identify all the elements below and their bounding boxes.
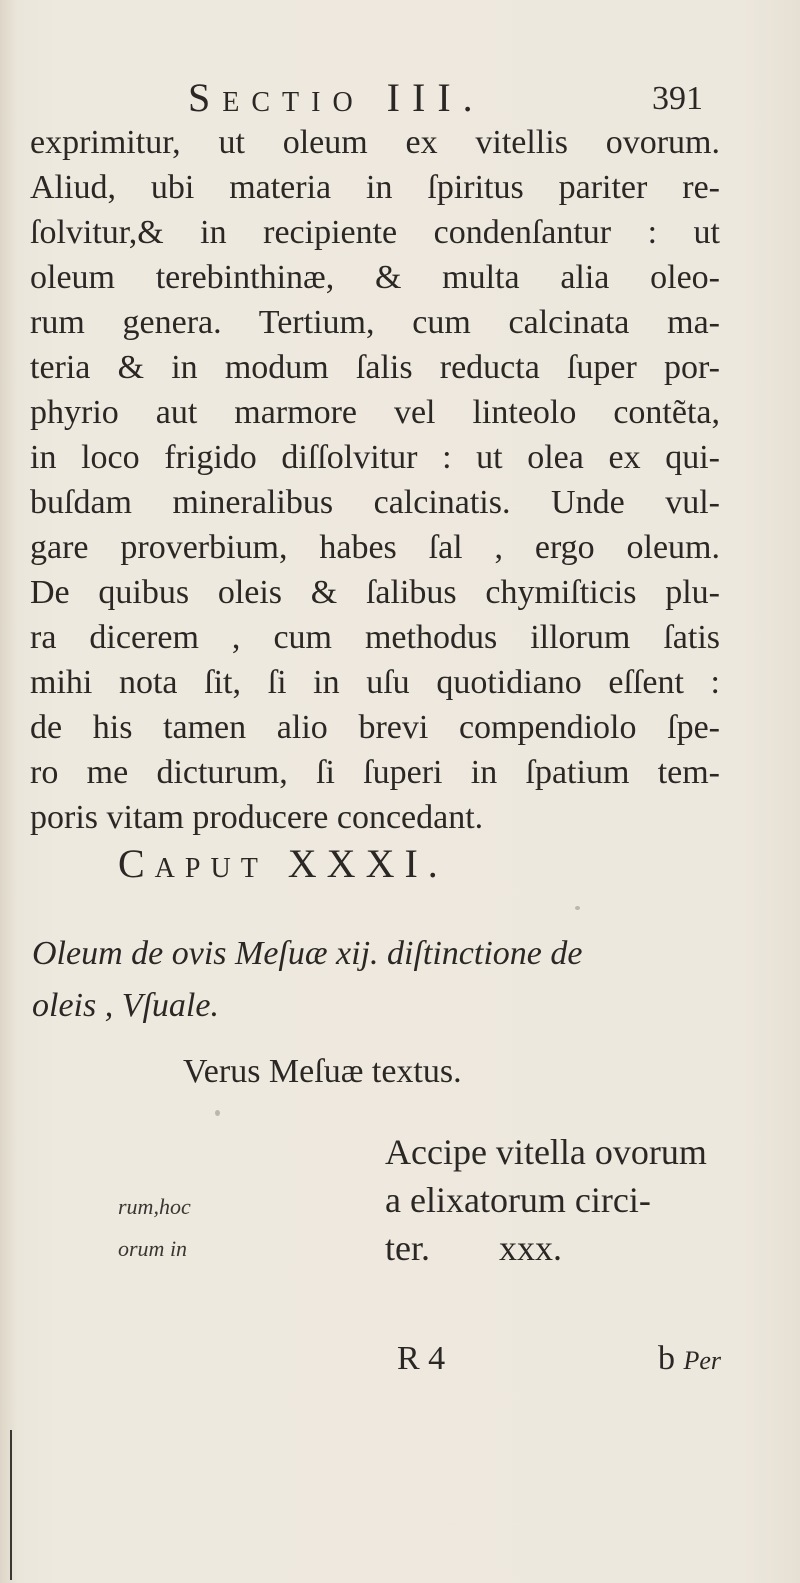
page-header — [0, 70, 800, 120]
marginal-note-line: orum in — [118, 1236, 188, 1261]
chapter-heading: Caput XXXI. — [118, 841, 448, 886]
running-head: Sectio III. — [188, 75, 485, 120]
page-number: 391 — [652, 80, 703, 117]
catchword — [658, 1340, 721, 1378]
text-line: poris vitam producere concedant. — [30, 799, 484, 836]
chapter-title-line: oleis , Vſuale. — [32, 987, 219, 1024]
text-line: in loco frigido diſſolvitur : ut olea ex qui- — [30, 439, 720, 476]
section-subtitle: Verus Meſuæ textus. — [183, 1053, 462, 1090]
binding-edge — [10, 1430, 12, 1580]
text-line: gare proverbium, habes ſal , ergo oleum. — [30, 529, 720, 566]
page-footer — [0, 1340, 800, 1390]
text-line: teria & in modum ſalis reducta ſuper por- — [30, 349, 720, 386]
catchword-letter: b — [658, 1340, 675, 1377]
paper-speck — [215, 1110, 220, 1116]
text-line: mihi nota ſit, ſi in uſu quotidiano eſſent : — [30, 664, 720, 701]
text-line: ra dicerem , cum methodus illorum ſatis — [30, 619, 720, 656]
text-line: exprimitur, ut oleum ex vitellis ovorum. — [30, 124, 720, 161]
text-line: ro me dicturum, ſi ſuperi in ſpatium tem- — [30, 754, 720, 791]
paper-speck — [575, 906, 580, 910]
chapter-title — [32, 928, 752, 1032]
chapter-title-line: Oleum de ovis Meſuæ xij. diſtinctione de — [32, 935, 583, 972]
text-line: ſolvitur,& in recipiente condenſantur : ut — [30, 214, 720, 251]
text-line: rum genera. Tertium, cum calcinata ma- — [30, 304, 720, 341]
marginal-note — [118, 1186, 191, 1270]
text-line: Aliud, ubi materia in ſpiritus pariter re- — [30, 169, 720, 206]
signature-mark: R 4 — [397, 1340, 446, 1377]
body-paragraph — [30, 120, 720, 840]
text-line: buſdam mineralibus calcinatis. Unde vul- — [30, 484, 720, 521]
text-line: phyrio aut marmore vel linteolo contẽta, — [30, 394, 720, 431]
marginal-note-line: rum,hoc — [118, 1194, 191, 1219]
text-line: de his tamen alio brevi compendiolo ſpe- — [30, 709, 720, 746]
recipe-line: a elixatorum circi- — [385, 1180, 651, 1220]
recipe-line: Accipe vitella ovorum — [385, 1132, 707, 1172]
text-line: De quibus oleis & ſalibus chymiſticis plu- — [30, 574, 720, 611]
catchword-word: Per — [683, 1346, 722, 1375]
text-line: oleum terebinthinæ, & multa alia oleo- — [30, 259, 720, 296]
recipe-line: ter. xxx. — [385, 1228, 562, 1268]
